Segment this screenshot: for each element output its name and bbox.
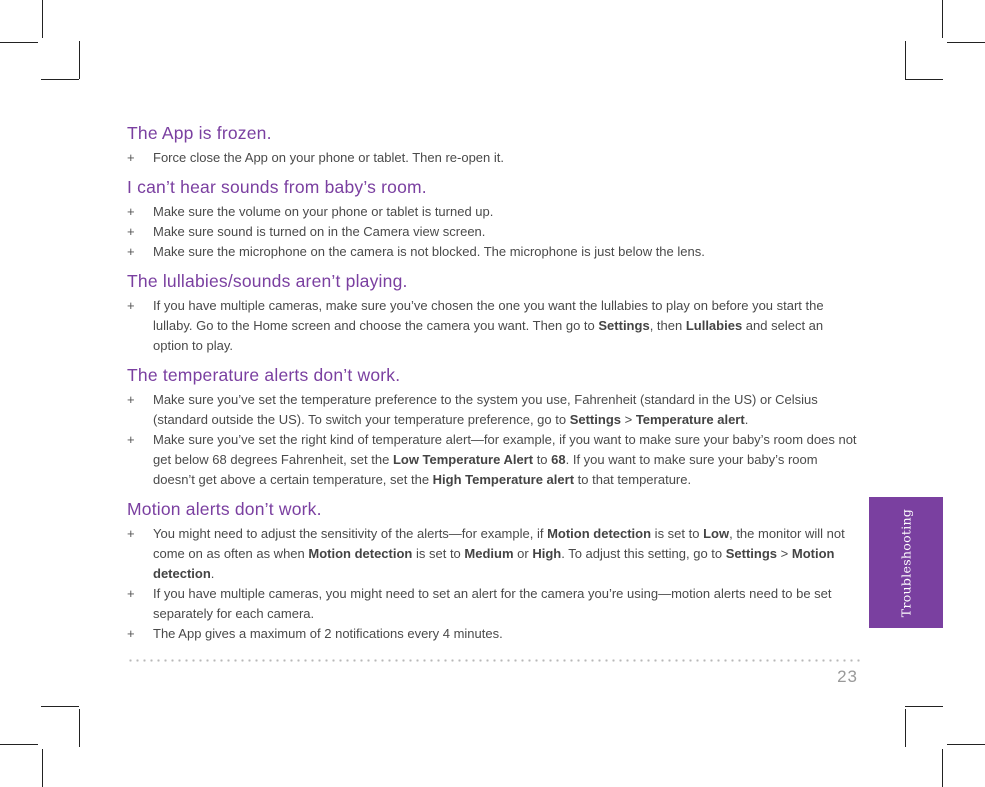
text-run: .: [210, 566, 215, 581]
list-item-text: [153, 202, 857, 222]
bold-term: Settings: [725, 546, 778, 561]
text-run: or: [513, 546, 533, 561]
text-run: , the monitor will not come on as often as when: [153, 526, 845, 561]
text-run: Make sure the microphone on the camera is not blocked. The microphone is just below the lens.: [153, 244, 705, 259]
bold-term: Low: [703, 526, 730, 541]
plus-bullet-icon: +: [127, 526, 135, 541]
section-heading: I can’t hear sounds from baby’s room.: [127, 177, 427, 197]
bullet-list: [127, 524, 857, 644]
list-item-text: [153, 390, 857, 430]
list-item-text: [153, 296, 857, 356]
dotted-divider: [127, 659, 860, 662]
list-item-text: [153, 624, 857, 644]
faq-section: [127, 176, 857, 262]
text-run: to that temperature.: [574, 472, 692, 487]
section-heading: The lullabies/sounds aren’t playing.: [127, 271, 408, 291]
faq-section: [127, 270, 857, 356]
faq-section: [127, 364, 857, 490]
list-item-text: [153, 524, 857, 584]
text-run: , then: [649, 318, 686, 333]
text-run: Make sure you’ve set the right kind of temperature alert—for example, if you want to make sure your baby’s room does not get below 68 degrees Fahrenheit, set the: [153, 432, 857, 467]
text-run: If you have multiple cameras, make sure you’ve chosen the one you want the lullabies to play on before you start the lullaby. Go to the Home screen and choose the camera you want. Then go to: [153, 298, 824, 333]
bold-term: 68: [551, 452, 566, 467]
text-run: . To adjust this setting, go to: [561, 546, 726, 561]
bold-term: High: [532, 546, 562, 561]
list-item: [127, 524, 857, 584]
page-number: 23: [837, 667, 858, 686]
list-item-text: [153, 584, 857, 624]
bold-term: Motion detection: [153, 546, 835, 581]
text-run: .: [744, 412, 749, 427]
crop-mark: [905, 706, 943, 707]
crop-mark: [41, 79, 79, 80]
bullet-list: [127, 296, 857, 356]
list-item: [127, 624, 857, 644]
text-run: to: [533, 452, 552, 467]
crop-mark: [905, 79, 943, 80]
plus-bullet-icon: +: [127, 432, 135, 447]
bullet-list: [127, 390, 857, 490]
list-item-text: [153, 430, 857, 490]
text-run: Force close the App on your phone or tablet. Then re-open it.: [153, 150, 504, 165]
bold-term: Medium: [464, 546, 514, 561]
text-run: If you have multiple cameras, you might need to set an alert for the camera you’re using—motion alerts need to be set separately for each camera.: [153, 586, 832, 621]
text-run: You might need to adjust the sensitivity of the alerts—for example, if: [153, 526, 548, 541]
text-run: and select an option to play.: [153, 318, 824, 353]
crop-mark: [0, 42, 38, 43]
plus-bullet-icon: +: [127, 204, 135, 219]
bold-term: High Temperature alert: [432, 472, 575, 487]
bold-term: Settings: [598, 318, 650, 333]
list-item: [127, 296, 857, 356]
text-run: >: [777, 546, 792, 561]
text-run: is set to: [651, 526, 704, 541]
bold-term: Temperature alert: [635, 412, 745, 427]
list-item: [127, 148, 857, 168]
crop-mark: [79, 709, 80, 747]
list-item-text: [153, 148, 857, 168]
list-item: [127, 202, 857, 222]
text-run: is set to: [412, 546, 465, 561]
text-run: Make sure sound is turned on in the Camera view screen.: [153, 224, 486, 239]
list-item-text: [153, 242, 857, 262]
crop-mark: [79, 41, 80, 79]
list-item: [127, 430, 857, 490]
text-run: >: [621, 412, 636, 427]
crop-mark: [42, 0, 43, 38]
plus-bullet-icon: +: [127, 150, 135, 165]
crop-mark: [905, 41, 906, 79]
text-run: Make sure you’ve set the temperature preference to the system you use, Fahrenheit (standard in the US) or Celsius (standard outside the US). To switch your temperature preference, go to: [153, 392, 818, 427]
list-item-text: [153, 222, 857, 242]
bold-term: Motion detection: [308, 546, 413, 561]
plus-bullet-icon: +: [127, 298, 135, 313]
side-tab: [869, 497, 943, 628]
bold-term: Settings: [569, 412, 621, 427]
faq-section: [127, 122, 857, 168]
section-heading: The temperature alerts don’t work.: [127, 365, 401, 385]
crop-mark: [42, 749, 43, 787]
list-item: [127, 222, 857, 242]
text-run: Make sure the volume on your phone or tablet is turned up.: [153, 204, 494, 219]
plus-bullet-icon: +: [127, 626, 135, 641]
crop-mark: [947, 744, 985, 745]
bold-term: Motion detection: [547, 526, 652, 541]
plus-bullet-icon: +: [127, 224, 135, 239]
plus-bullet-icon: +: [127, 392, 135, 407]
troubleshooting-content: [127, 122, 857, 652]
text-run: . If you want to make sure your baby’s room doesn’t get above a certain temperature, set the: [153, 452, 818, 487]
bullet-list: [127, 202, 857, 262]
crop-mark: [947, 42, 985, 43]
plus-bullet-icon: +: [127, 586, 135, 601]
crop-mark: [905, 709, 906, 747]
list-item: [127, 242, 857, 262]
plus-bullet-icon: +: [127, 244, 135, 259]
list-item: [127, 584, 857, 624]
crop-mark: [942, 0, 943, 38]
crop-mark: [0, 744, 38, 745]
section-heading: Motion alerts don’t work.: [127, 499, 322, 519]
list-item: [127, 390, 857, 430]
faq-section: [127, 498, 857, 644]
side-tab-label: Troubleshooting: [898, 508, 914, 617]
bullet-list: [127, 148, 857, 168]
bold-term: Lullabies: [685, 318, 743, 333]
bold-term: Low Temperature Alert: [392, 452, 534, 467]
section-heading: The App is frozen.: [127, 123, 272, 143]
crop-mark: [942, 749, 943, 787]
crop-mark: [41, 706, 79, 707]
text-run: The App gives a maximum of 2 notifications every 4 minutes.: [153, 626, 503, 641]
